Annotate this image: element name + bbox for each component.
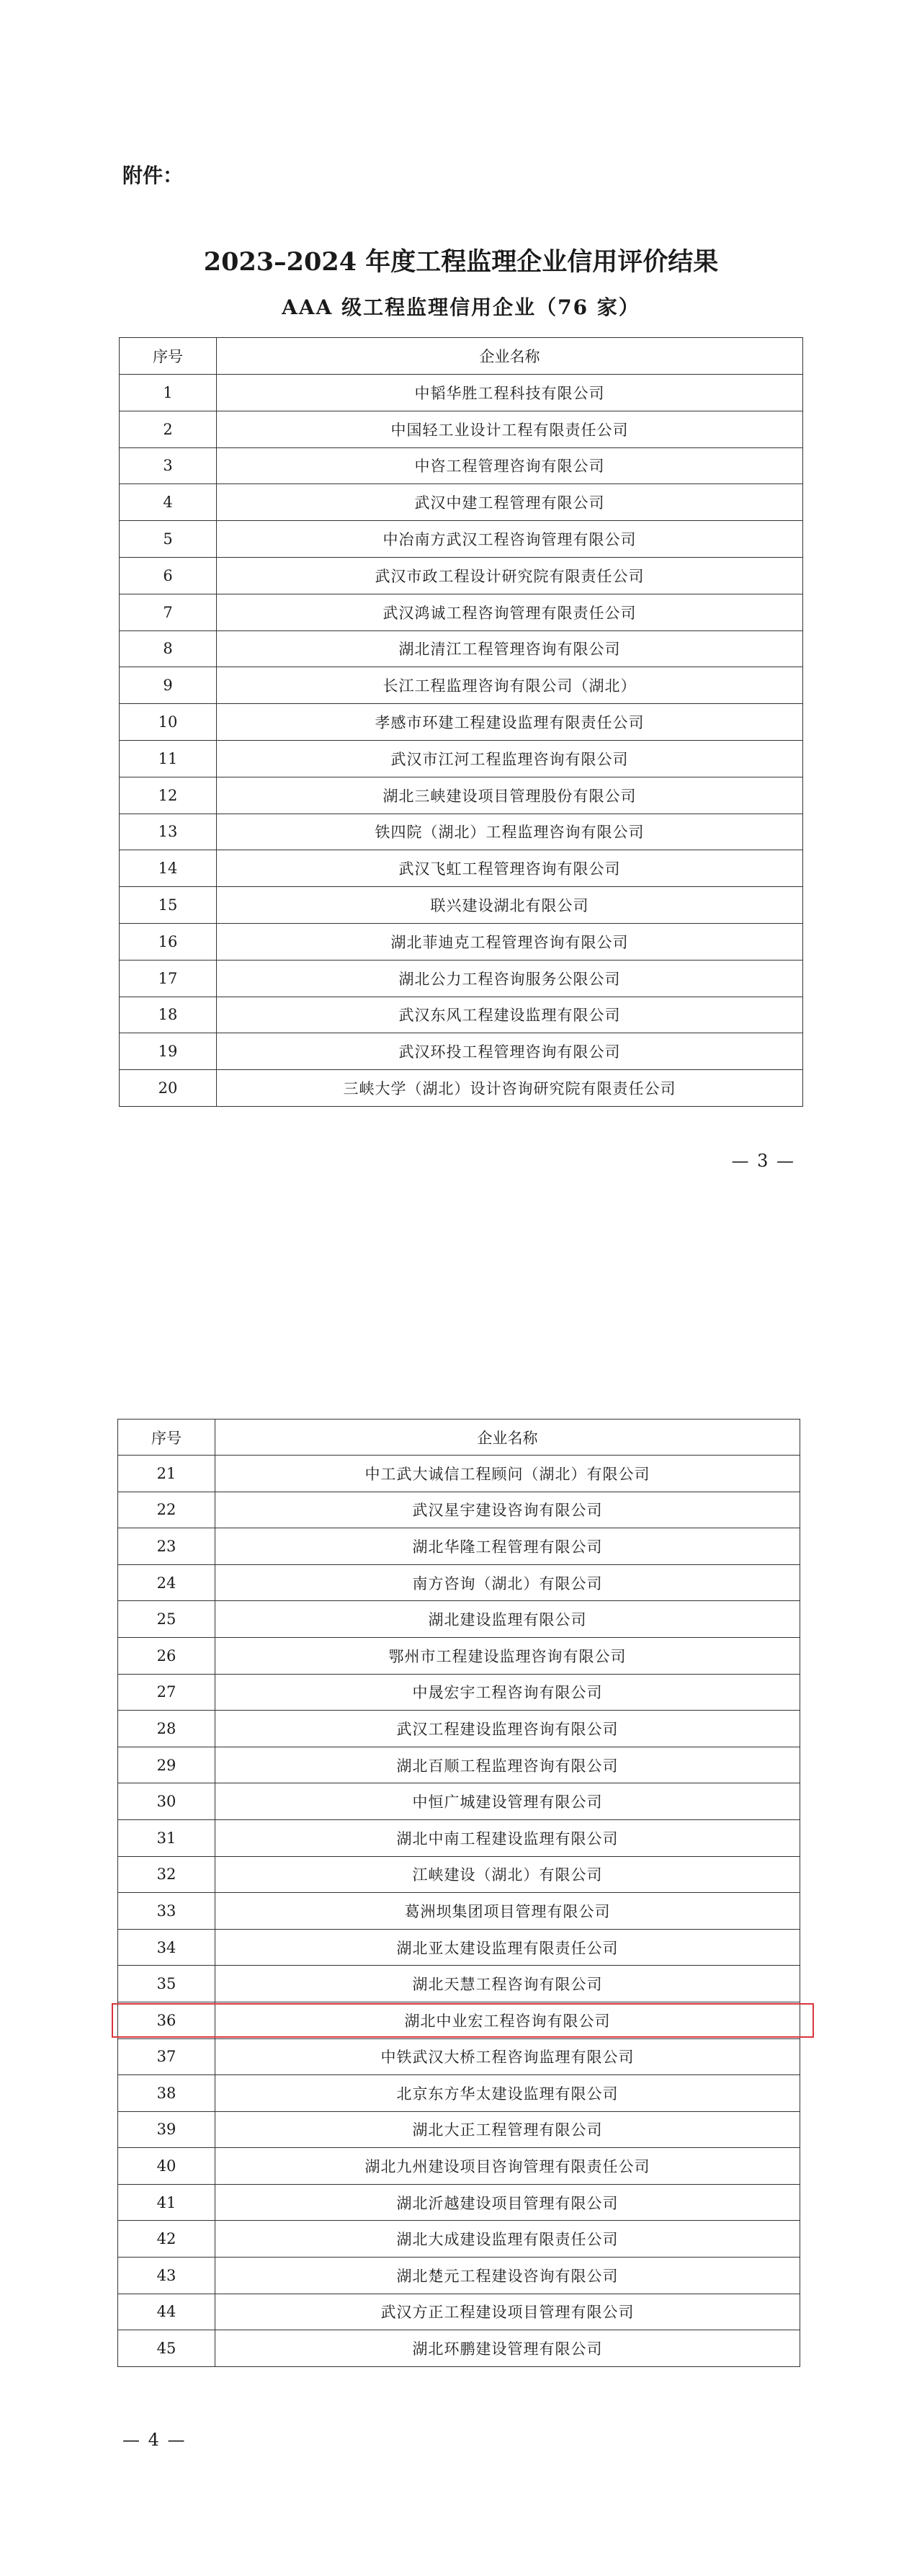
row-seq: 7 bbox=[120, 594, 217, 630]
row-seq: 6 bbox=[120, 557, 217, 594]
company-table-page-3 bbox=[119, 337, 803, 1107]
table-row bbox=[118, 2258, 800, 2294]
table-row bbox=[118, 2038, 800, 2075]
row-seq: 1 bbox=[120, 375, 217, 411]
page-subtitle: AAA 级工程监理信用企业（76 家） bbox=[282, 295, 640, 319]
row-seq: 4 bbox=[120, 484, 217, 521]
row-seq: 44 bbox=[118, 2294, 215, 2330]
row-seq: 2 bbox=[120, 411, 217, 447]
row-seq: 25 bbox=[118, 1601, 215, 1638]
table-row bbox=[120, 375, 803, 411]
row-company-name: 湖北楚元工程建设咨询有限公司 bbox=[215, 2258, 800, 2294]
row-company-name: 湖北建设监理有限公司 bbox=[215, 1601, 800, 1638]
row-seq: 35 bbox=[118, 1966, 215, 2002]
row-company-name: 中韬华胜工程科技有限公司 bbox=[217, 375, 803, 411]
highlight-box-row-36 bbox=[112, 2003, 814, 2038]
row-seq: 33 bbox=[118, 1893, 215, 1930]
table-row bbox=[118, 1564, 800, 1601]
table-row bbox=[118, 1711, 800, 1747]
row-seq: 20 bbox=[120, 1070, 217, 1107]
row-company-name: 湖北百顺工程监理咨询有限公司 bbox=[215, 1747, 800, 1783]
row-seq: 10 bbox=[120, 704, 217, 741]
table-row bbox=[118, 2330, 800, 2367]
row-company-name: 湖北华隆工程管理有限公司 bbox=[215, 1528, 800, 1565]
table-row bbox=[120, 447, 803, 484]
table-row bbox=[120, 923, 803, 960]
row-company-name: 北京东方华太建设监理有限公司 bbox=[215, 2075, 800, 2112]
row-company-name: 湖北大正工程管理有限公司 bbox=[215, 2111, 800, 2148]
row-seq: 32 bbox=[118, 1856, 215, 1893]
row-seq: 43 bbox=[118, 2258, 215, 2294]
table-row bbox=[120, 777, 803, 814]
row-company-name: 中冶南方武汉工程咨询管理有限公司 bbox=[217, 521, 803, 558]
row-company-name: 南方咨询（湖北）有限公司 bbox=[215, 1564, 800, 1601]
row-company-name: 武汉星宇建设咨询有限公司 bbox=[215, 1492, 800, 1528]
row-company-name: 中恒广城建设管理有限公司 bbox=[215, 1783, 800, 1820]
row-company-name: 武汉方正工程建设项目管理有限公司 bbox=[215, 2294, 800, 2330]
table-row bbox=[120, 997, 803, 1033]
table-row bbox=[118, 1893, 800, 1930]
row-company-name: 中国轻工业设计工程有限责任公司 bbox=[217, 411, 803, 447]
table-row bbox=[120, 630, 803, 667]
row-seq: 22 bbox=[118, 1492, 215, 1528]
row-company-name: 武汉中建工程管理有限公司 bbox=[217, 484, 803, 521]
table-row bbox=[120, 850, 803, 887]
row-seq: 16 bbox=[120, 923, 217, 960]
page-number-4: — 4 — bbox=[122, 2430, 187, 2450]
row-company-name: 湖北中业宏工程咨询有限公司 bbox=[215, 2002, 800, 2038]
table-row bbox=[120, 887, 803, 924]
row-company-name: 湖北沂越建设项目管理有限公司 bbox=[215, 2184, 800, 2221]
attachment-label: 附件： bbox=[122, 164, 184, 187]
row-company-name: 三峡大学（湖北）设计咨询研究院有限责任公司 bbox=[217, 1070, 803, 1107]
page-number-3: — 3 — bbox=[731, 1151, 795, 1171]
row-seq: 34 bbox=[118, 1929, 215, 1966]
table-row bbox=[118, 1819, 800, 1856]
row-seq: 15 bbox=[120, 887, 217, 924]
row-company-name: 武汉工程建设监理咨询有限公司 bbox=[215, 1711, 800, 1747]
row-company-name: 葛洲坝集团项目管理有限公司 bbox=[215, 1893, 800, 1930]
table-row bbox=[118, 1637, 800, 1674]
row-company-name: 武汉鸿诚工程咨询管理有限责任公司 bbox=[217, 594, 803, 630]
row-seq: 41 bbox=[118, 2184, 215, 2221]
row-seq: 13 bbox=[120, 814, 217, 850]
row-company-name: 联兴建设湖北有限公司 bbox=[217, 887, 803, 924]
row-company-name: 中铁武汉大桥工程咨询监理有限公司 bbox=[215, 2038, 800, 2075]
table-body-page-3 bbox=[120, 375, 803, 1107]
table-row bbox=[120, 704, 803, 741]
row-company-name: 中咨工程管理咨询有限公司 bbox=[217, 447, 803, 484]
table-row bbox=[118, 1674, 800, 1711]
table-row bbox=[120, 1033, 803, 1070]
table-row bbox=[120, 594, 803, 630]
table-row bbox=[118, 2075, 800, 2112]
row-seq: 21 bbox=[118, 1456, 215, 1492]
table-row bbox=[118, 1856, 800, 1893]
table-row bbox=[120, 484, 803, 521]
header-seq: 序号 bbox=[118, 1420, 215, 1456]
company-table-page-4 bbox=[117, 1419, 800, 2367]
row-seq: 26 bbox=[118, 1637, 215, 1674]
header-company-name: 企业名称 bbox=[217, 338, 803, 375]
row-company-name: 孝感市环建工程建设监理有限责任公司 bbox=[217, 704, 803, 741]
table-row bbox=[120, 1070, 803, 1107]
table-row bbox=[120, 521, 803, 558]
table-row bbox=[118, 1929, 800, 1966]
row-company-name: 湖北清江工程管理咨询有限公司 bbox=[217, 630, 803, 667]
table-row bbox=[120, 557, 803, 594]
row-seq: 8 bbox=[120, 630, 217, 667]
row-seq: 23 bbox=[118, 1528, 215, 1565]
row-seq: 29 bbox=[118, 1747, 215, 1783]
row-company-name: 武汉市江河工程监理咨询有限公司 bbox=[217, 740, 803, 777]
row-seq: 14 bbox=[120, 850, 217, 887]
row-seq: 18 bbox=[120, 997, 217, 1033]
table-row bbox=[118, 1966, 800, 2002]
row-company-name: 江峡建设（湖北）有限公司 bbox=[215, 1856, 800, 1893]
row-company-name: 长江工程监理咨询有限公司（湖北） bbox=[217, 667, 803, 704]
header-seq: 序号 bbox=[120, 338, 217, 375]
table-row bbox=[118, 1456, 800, 1492]
row-seq: 9 bbox=[120, 667, 217, 704]
row-seq: 39 bbox=[118, 2111, 215, 2148]
row-seq: 37 bbox=[118, 2038, 215, 2075]
row-company-name: 鄂州市工程建设监理咨询有限公司 bbox=[215, 1637, 800, 1674]
table-row bbox=[118, 2148, 800, 2185]
row-seq: 12 bbox=[120, 777, 217, 814]
row-seq: 31 bbox=[118, 1819, 215, 1856]
table-row bbox=[118, 2111, 800, 2148]
row-company-name: 武汉环投工程管理咨询有限公司 bbox=[217, 1033, 803, 1070]
row-company-name: 中晟宏宇工程咨询有限公司 bbox=[215, 1674, 800, 1711]
row-company-name: 湖北中南工程建设监理有限公司 bbox=[215, 1819, 800, 1856]
row-company-name: 武汉东风工程建设监理有限公司 bbox=[217, 997, 803, 1033]
table-row bbox=[120, 960, 803, 997]
row-seq: 11 bbox=[120, 740, 217, 777]
table-row bbox=[120, 740, 803, 777]
row-company-name: 湖北公力工程咨询服务公限公司 bbox=[217, 960, 803, 997]
table-row bbox=[118, 1492, 800, 1528]
row-seq: 38 bbox=[118, 2075, 215, 2112]
table-row bbox=[120, 814, 803, 850]
row-company-name: 湖北亚太建设监理有限责任公司 bbox=[215, 1929, 800, 1966]
row-seq: 17 bbox=[120, 960, 217, 997]
table-row bbox=[118, 1747, 800, 1783]
page-title: 2023–2024 年度工程监理企业信用评价结果 bbox=[203, 247, 719, 277]
header-company-name: 企业名称 bbox=[215, 1420, 800, 1456]
row-company-name: 湖北大成建设监理有限责任公司 bbox=[215, 2221, 800, 2258]
row-seq: 3 bbox=[120, 447, 217, 484]
table-row bbox=[118, 2221, 800, 2258]
row-company-name: 铁四院（湖北）工程监理咨询有限公司 bbox=[217, 814, 803, 850]
row-company-name: 湖北九州建设项目咨询管理有限责任公司 bbox=[215, 2148, 800, 2185]
row-seq: 24 bbox=[118, 1564, 215, 1601]
row-company-name: 武汉市政工程设计研究院有限责任公司 bbox=[217, 557, 803, 594]
row-company-name: 武汉飞虹工程管理咨询有限公司 bbox=[217, 850, 803, 887]
row-seq: 19 bbox=[120, 1033, 217, 1070]
table-row bbox=[118, 1783, 800, 1820]
table-row bbox=[118, 2184, 800, 2221]
row-seq: 5 bbox=[120, 521, 217, 558]
row-company-name: 湖北天慧工程咨询有限公司 bbox=[215, 1966, 800, 2002]
table-row bbox=[120, 667, 803, 704]
table-row bbox=[118, 2294, 800, 2330]
row-company-name: 湖北环鹏建设管理有限公司 bbox=[215, 2330, 800, 2367]
table-body-page-4 bbox=[118, 1456, 800, 2367]
row-seq: 42 bbox=[118, 2221, 215, 2258]
table-row bbox=[118, 1601, 800, 1638]
row-seq: 27 bbox=[118, 1674, 215, 1711]
row-seq: 40 bbox=[118, 2148, 215, 2185]
row-seq: 30 bbox=[118, 1783, 215, 1820]
row-seq: 28 bbox=[118, 1711, 215, 1747]
row-company-name: 中工武大诚信工程顾问（湖北）有限公司 bbox=[215, 1456, 800, 1492]
table-row bbox=[120, 411, 803, 447]
row-company-name: 湖北三峡建设项目管理股份有限公司 bbox=[217, 777, 803, 814]
row-seq: 36 bbox=[118, 2002, 215, 2038]
table-row bbox=[118, 1528, 800, 1565]
row-seq: 45 bbox=[118, 2330, 215, 2367]
row-company-name: 湖北菲迪克工程管理咨询有限公司 bbox=[217, 923, 803, 960]
